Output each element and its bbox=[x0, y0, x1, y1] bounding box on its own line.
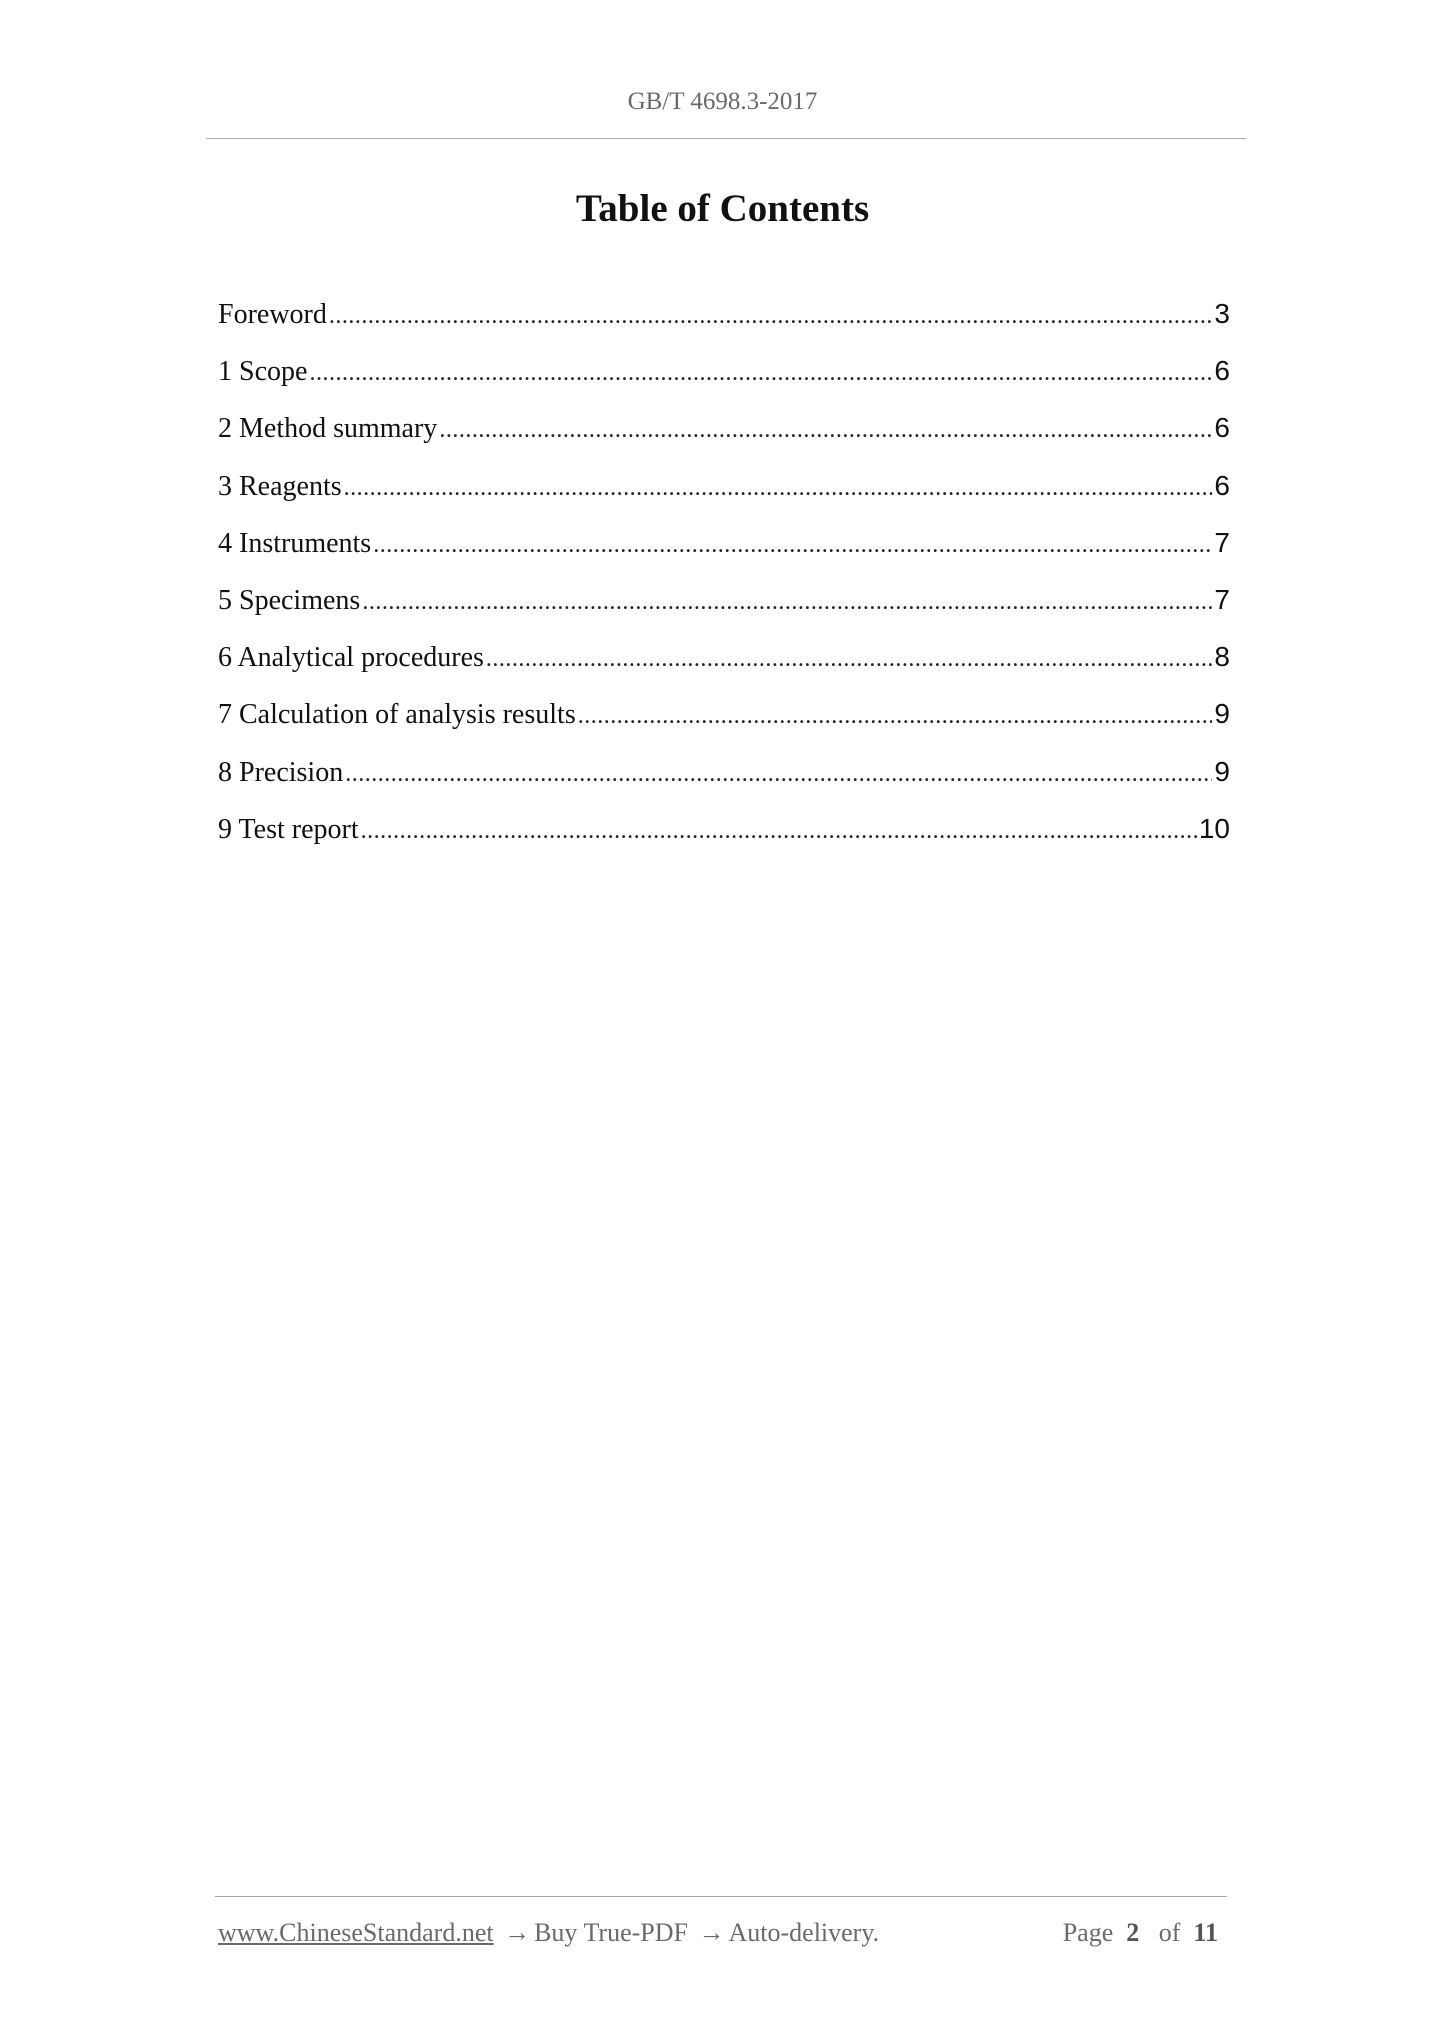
page-title: Table of Contents bbox=[575, 187, 870, 230]
toc-entry-page: 6 bbox=[1214, 355, 1230, 387]
total-page-count: 11 bbox=[1193, 1918, 1218, 1947]
toc-dot-leader bbox=[362, 584, 1212, 620]
toc-entry-analytical-procedures[interactable] bbox=[218, 639, 1230, 696]
toc-entry-label: 1 Scope bbox=[218, 356, 308, 388]
toc-entry-label: 4 Instruments bbox=[218, 527, 372, 559]
toc-entry-scope[interactable] bbox=[218, 353, 1230, 410]
toc-entry-label: 3 Reagents bbox=[218, 470, 342, 502]
toc-entry-page: 7 bbox=[1214, 526, 1230, 558]
toc-entry-label: Foreword bbox=[218, 299, 327, 330]
footer-promo bbox=[218, 1918, 879, 1948]
toc-dot-leader bbox=[309, 355, 1212, 391]
toc-dot-leader bbox=[578, 698, 1213, 734]
website-link[interactable]: www.ChineseStandard.net bbox=[218, 1918, 494, 1947]
toc-entry-method-summary[interactable] bbox=[218, 410, 1230, 467]
current-page-number: 2 bbox=[1126, 1918, 1140, 1947]
toc-entry-precision[interactable] bbox=[218, 754, 1230, 811]
toc-entry-page: 3 bbox=[1214, 298, 1230, 329]
toc-dot-leader bbox=[486, 641, 1213, 677]
toc-entry-label: 9 Test report bbox=[218, 813, 359, 845]
right-arrow-icon: → bbox=[698, 1918, 725, 1947]
toc-entry-instruments[interactable] bbox=[218, 525, 1230, 582]
page-number-indicator bbox=[1063, 1918, 1218, 1948]
toc-entry-label: 8 Precision bbox=[218, 756, 344, 788]
toc-entry-label: 7 Calculation of analysis results bbox=[218, 699, 576, 731]
toc-entry-calculation[interactable] bbox=[218, 696, 1230, 753]
buy-true-pdf-text: Buy True-PDF bbox=[534, 1918, 688, 1947]
toc-dot-leader bbox=[373, 527, 1212, 563]
toc-entry-page: 9 bbox=[1214, 755, 1230, 787]
toc-entry-specimens[interactable] bbox=[218, 582, 1230, 639]
header-divider bbox=[206, 138, 1246, 139]
toc-dot-leader bbox=[329, 298, 1213, 334]
toc-entry-label: 6 Analytical procedures bbox=[218, 642, 484, 674]
right-arrow-icon: → bbox=[504, 1918, 531, 1947]
toc-dot-leader bbox=[361, 813, 1197, 849]
table-of-contents bbox=[218, 296, 1230, 868]
toc-entry-test-report[interactable] bbox=[218, 811, 1230, 868]
toc-entry-page: 7 bbox=[1214, 583, 1230, 615]
page-header-standard-code: GB/T 4698.3-2017 bbox=[627, 88, 818, 115]
toc-entry-label: 2 Method summary bbox=[218, 413, 438, 445]
toc-entry-page: 6 bbox=[1214, 469, 1230, 501]
of-word: of bbox=[1158, 1918, 1181, 1947]
toc-entry-page: 6 bbox=[1214, 412, 1230, 444]
toc-entry-page: 10 bbox=[1198, 812, 1230, 844]
toc-entry-foreword[interactable] bbox=[218, 296, 1230, 353]
page-word: Page bbox=[1062, 1918, 1114, 1947]
footer-divider bbox=[215, 1896, 1227, 1897]
toc-entry-page: 8 bbox=[1214, 641, 1230, 673]
toc-dot-leader bbox=[439, 412, 1212, 448]
auto-delivery-text: Auto-delivery. bbox=[728, 1918, 880, 1947]
toc-dot-leader bbox=[345, 756, 1212, 792]
toc-entry-reagents[interactable] bbox=[218, 468, 1230, 525]
toc-entry-page: 9 bbox=[1214, 698, 1230, 730]
toc-entry-label: 5 Specimens bbox=[218, 584, 361, 616]
toc-dot-leader bbox=[344, 470, 1213, 506]
